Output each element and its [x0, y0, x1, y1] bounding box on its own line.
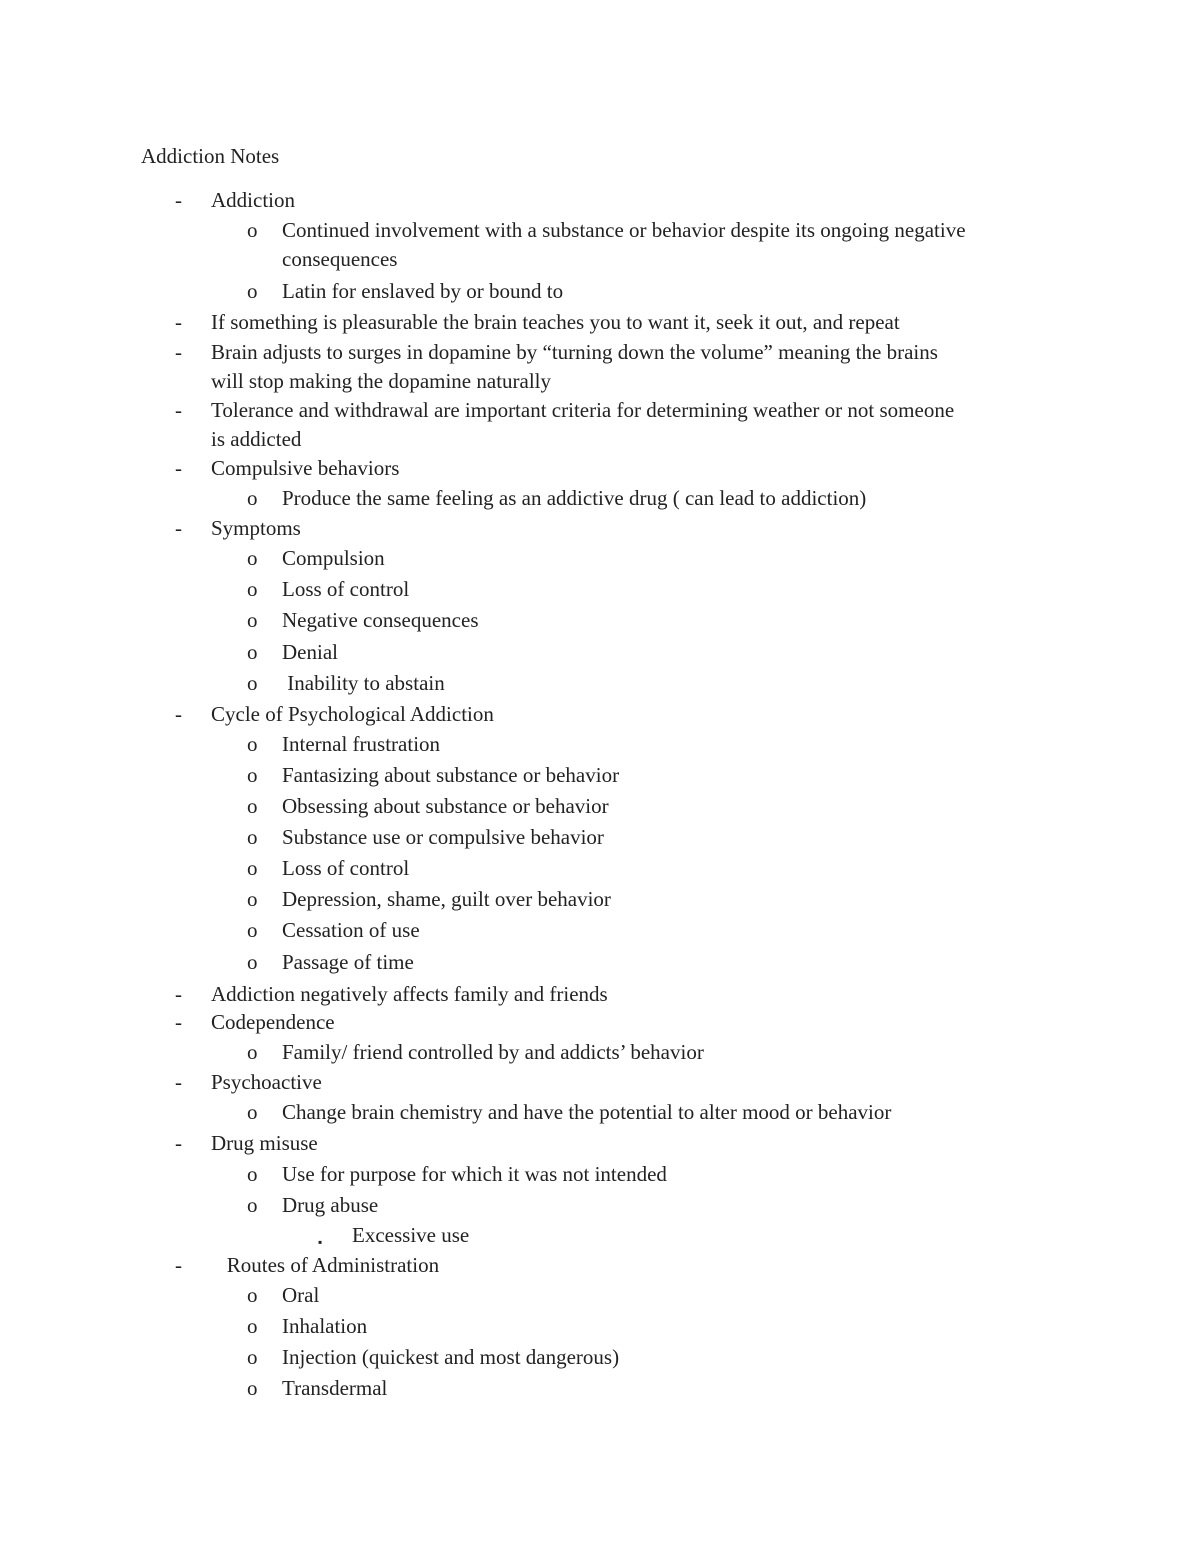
list-item-text: Inhalation [282, 1314, 368, 1338]
list-item [0, 1312, 1200, 1341]
list-item-text: Passage of time [282, 950, 414, 974]
list-item-text: Routes of Administration [211, 1253, 440, 1277]
dash-bullet: - [175, 340, 182, 364]
list-item [0, 948, 1200, 977]
circle-bullet: o [247, 1193, 258, 1217]
list-item [0, 1343, 1200, 1372]
circle-bullet: o [247, 794, 258, 818]
list-item [0, 514, 1200, 543]
list-item [0, 1191, 1200, 1220]
list-item [0, 308, 1200, 337]
list-item-text: Transdermal [282, 1376, 388, 1400]
dash-bullet: - [175, 188, 182, 212]
list-item-text: Substance use or compulsive behavior [282, 825, 604, 849]
list-item [0, 484, 1200, 513]
list-item [0, 669, 1200, 698]
circle-bullet: o [247, 732, 258, 756]
list-item-text: Codependence [211, 1010, 335, 1034]
list-item-text: Family/ friend controlled by and addicts’ behavior [282, 1040, 704, 1064]
list-item-text: Change brain chemistry and have the potential to alter mood or behavior [282, 1100, 892, 1124]
page-title: Addiction Notes [141, 144, 280, 168]
circle-bullet: o [247, 1162, 258, 1186]
dash-bullet: - [175, 310, 182, 334]
circle-bullet: o [247, 577, 258, 601]
list-item-text: Brain adjusts to surges in dopamine by “turning down the volume” meaning the brains [211, 340, 938, 364]
list-item [0, 575, 1200, 604]
list-item [0, 1098, 1200, 1127]
list-item [0, 1160, 1200, 1189]
list-item-text: Produce the same feeling as an addictive drug ( can lead to addiction) [282, 486, 867, 510]
circle-bullet: o [247, 950, 258, 974]
square-bullet-icon: ▪ [318, 1235, 323, 1249]
list-item-continuation: is addicted [211, 427, 302, 451]
list-item-text: Obsessing about substance or behavior [282, 794, 609, 818]
list-item-text: Oral [282, 1283, 320, 1307]
list-item [0, 638, 1200, 667]
list-item [0, 700, 1200, 729]
list-item [0, 980, 1200, 1009]
list-item-text: Cessation of use [282, 918, 420, 942]
dash-bullet: - [175, 1253, 182, 1277]
list-item-text: Excessive use [352, 1223, 470, 1247]
list-item [0, 1068, 1200, 1097]
list-item-text: Internal frustration [282, 732, 441, 756]
list-item [0, 186, 1200, 215]
list-item-text: Fantasizing about substance or behavior [282, 763, 620, 787]
list-item [0, 216, 1200, 245]
list-item-text: Loss of control [282, 856, 410, 880]
list-item [0, 1008, 1200, 1037]
list-item-text: Inability to abstain [282, 671, 445, 695]
list-item-text: Loss of control [282, 577, 410, 601]
list-item [0, 854, 1200, 883]
list-item-text: Denial [282, 640, 338, 664]
list-item [0, 338, 1200, 367]
list-item-text: Tolerance and withdrawal are important criteria for determining weather or not someone [211, 398, 955, 422]
list-item-continuation: will stop making the dopamine naturally [211, 369, 552, 393]
dash-bullet: - [175, 398, 182, 422]
list-item-text: Depression, shame, guilt over behavior [282, 887, 611, 911]
circle-bullet: o [247, 1376, 258, 1400]
circle-bullet: o [247, 825, 258, 849]
list-item [0, 885, 1200, 914]
list-item-text: Symptoms [211, 516, 301, 540]
list-item-text: Addiction [211, 188, 295, 212]
circle-bullet: o [247, 1040, 258, 1064]
circle-bullet: o [247, 671, 258, 695]
circle-bullet: o [247, 1100, 258, 1124]
circle-bullet: o [247, 486, 258, 510]
circle-bullet: o [247, 640, 258, 664]
list-item-text: Compulsion [282, 546, 385, 570]
circle-bullet: o [247, 218, 258, 242]
list-item [0, 544, 1200, 573]
list-item-text: Drug abuse [282, 1193, 379, 1217]
list-item [0, 823, 1200, 852]
list-item-text: Injection (quickest and most dangerous) [282, 1345, 620, 1369]
list-item-text: Continued involvement with a substance or behavior despite its ongoing negative [282, 218, 966, 242]
dash-bullet: - [175, 1070, 182, 1094]
list-item-text: Psychoactive [211, 1070, 322, 1094]
circle-bullet: o [247, 1283, 258, 1307]
dash-bullet: - [175, 456, 182, 480]
list-item-text: Latin for enslaved by or bound to [282, 279, 564, 303]
circle-bullet: o [247, 546, 258, 570]
list-item [0, 730, 1200, 759]
circle-bullet: o [247, 608, 258, 632]
dash-bullet: - [175, 1010, 182, 1034]
circle-bullet: o [247, 1314, 258, 1338]
list-item [0, 1281, 1200, 1310]
circle-bullet: o [247, 918, 258, 942]
list-item [0, 277, 1200, 306]
dash-bullet: - [175, 1131, 182, 1155]
circle-bullet: o [247, 856, 258, 880]
list-item [0, 606, 1200, 635]
dash-bullet: - [175, 982, 182, 1006]
circle-bullet: o [247, 279, 258, 303]
list-item-text: If something is pleasurable the brain teaches you to want it, seek it out, and repeat [211, 310, 900, 334]
list-item [0, 1221, 1200, 1250]
circle-bullet: o [247, 1345, 258, 1369]
list-item [0, 1251, 1200, 1280]
list-item [0, 1129, 1200, 1158]
list-item-text: Use for purpose for which it was not intended [282, 1162, 667, 1186]
list-item [0, 1374, 1200, 1403]
list-item-continuation: consequences [282, 247, 398, 271]
list-item-text: Addiction negatively affects family and friends [211, 982, 608, 1006]
circle-bullet: o [247, 887, 258, 911]
list-item-text: Drug misuse [211, 1131, 318, 1155]
list-item [0, 916, 1200, 945]
list-item-text: Cycle of Psychological Addiction [211, 702, 494, 726]
circle-bullet: o [247, 763, 258, 787]
list-item [0, 454, 1200, 483]
list-item-text: Compulsive behaviors [211, 456, 400, 480]
list-item [0, 396, 1200, 425]
list-item [0, 1038, 1200, 1067]
list-item-text: Negative consequences [282, 608, 479, 632]
list-item [0, 761, 1200, 790]
list-item [0, 792, 1200, 821]
dash-bullet: - [175, 516, 182, 540]
dash-bullet: - [175, 702, 182, 726]
